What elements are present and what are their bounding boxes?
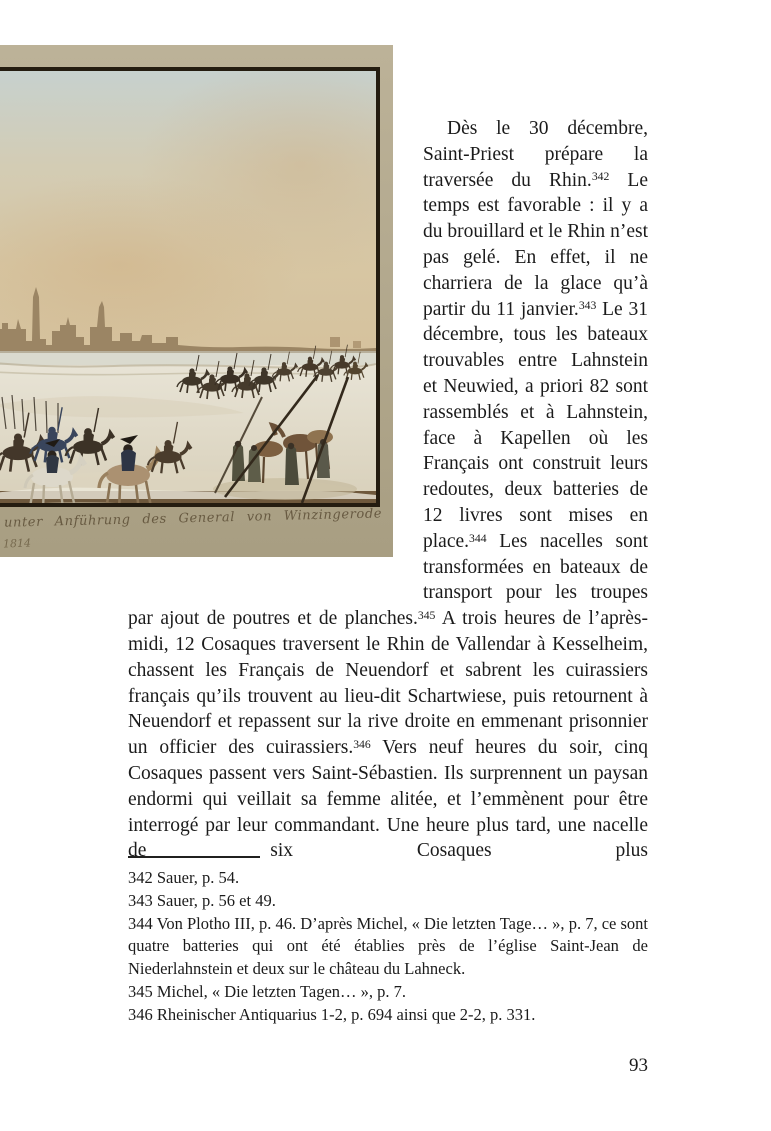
painting-caption: unter Anführung des General von Winzingerode <box>3 506 383 531</box>
painting-caption-year: 1814 <box>2 536 32 551</box>
footnote-item: 343 Sauer, p. 56 et 49. <box>128 890 276 910</box>
footnote-item: 342 Sauer, p. 54. <box>128 868 240 887</box>
footnote-item: 346 Rheinischer Antiquarius 1-2, p. 694 ainsi que 2-2, p. 331. <box>128 1004 536 1024</box>
footnotes-section <box>128 856 648 1027</box>
text-column <box>128 116 648 864</box>
image-float-spacer <box>128 116 423 606</box>
footnote-ref: 346 <box>353 737 371 751</box>
page-number: 93 <box>629 1055 648 1076</box>
footnote-ref: 344 <box>469 531 487 545</box>
footnote-item: 345 Michel, « Die letzten Tagen… », p. 7. <box>128 981 407 1001</box>
footnote-item: 344 Von Plotho III, p. 46. D’après Michel, « Die letzten Tage… », p. 7, ce sont quatre batteries qui ont été établies près de l’église Saint-Jean de Niederlahnstein et deux sur le château du Lahneck. <box>128 913 648 979</box>
footnote-ref: 343 <box>578 299 597 313</box>
paragraph: Dès le 30 décembre, Saint-Priest prépare la traversée du Rhin.$^{342}$ Le temps est favorable : il y a du brouillard et le Rhin n’est pas gelé. En effet, il ne charriera de la glace qu’à partir du 11 janvier.$^{343}$ Le 31 décembre, tous les bateaux trouvables entre Lahnstein et Neuwied, a priori 82 sont rassemblés et à Lahnstein, face à Kapellen où les Français ont construit leurs redoutes, deux batteries de 12 livres sont mises en place.$^{344}$ Les nacelles sont transformées en bateaux de transport pour les troupes par ajout de poutres et de planches.$^{345}$ A trois heures de l’après-midi, 12 Cosaques traversent le Rhin de Vallendar à Kesselheim, chassent les Français de Neuendorf et sabrent les cuirassiers français qu’ils trouvent au lieu-dit Schartwiese, puis retournent à Neuendorf et repassent sur la rive droite en emmenant prisonnier un officier des cuirassiers.$^{346}$ Vers neuf heures du soir, cinq Cosaques passent vers Saint-Sébastien. Ils surprennent un paysan endormi qui veillait sa femme alitée, et l’emmènent pour être interrogé par leur commandant. Une heure plus tard, une nacelle de six Cosaques plus <box>128 118 648 862</box>
footnote-ref: 342 <box>591 170 610 184</box>
footnote-ref: 345 <box>417 608 436 622</box>
footnote-separator <box>128 856 260 858</box>
footnote-list <box>128 867 648 1027</box>
